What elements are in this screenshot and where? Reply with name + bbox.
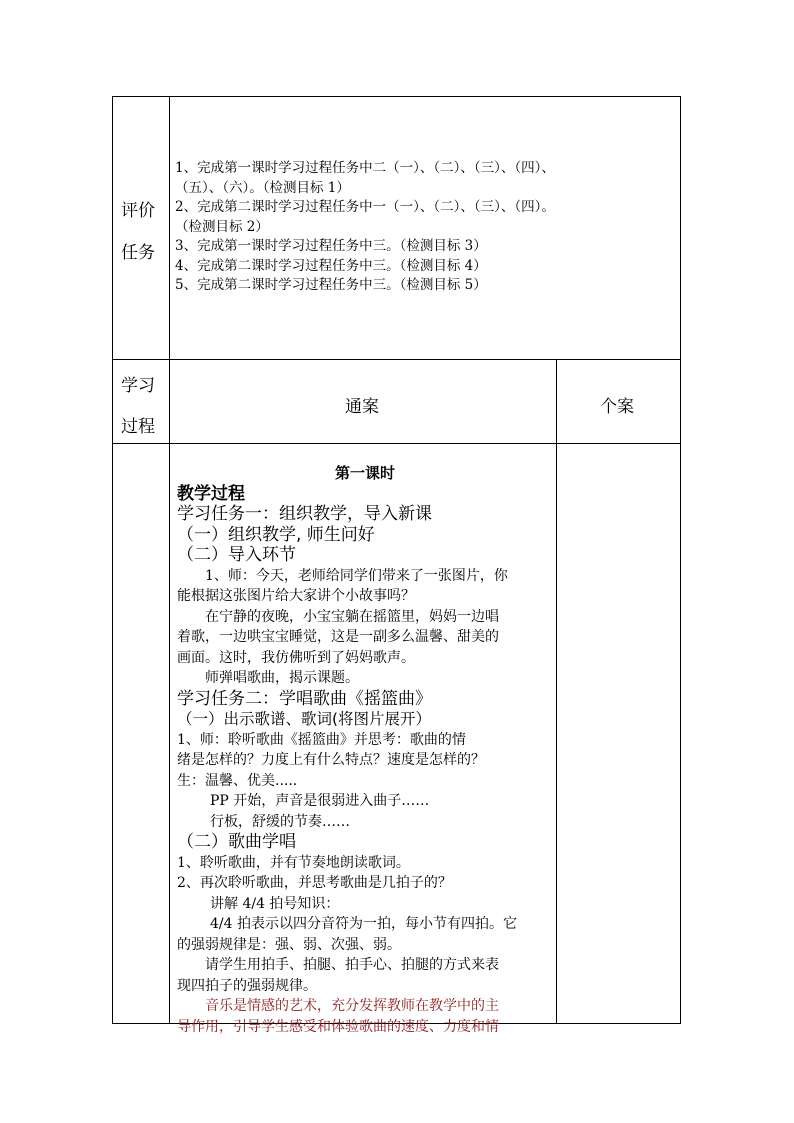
task2-step-a: （一）出示歌谱、歌词(将图片展开） — [177, 710, 432, 728]
paragraph-line: 4/4 拍表示以四分音符为一拍，每小节有四拍。它 — [210, 916, 517, 932]
highlight-line: 导作用，引导学生感受和体验歌曲的速度、力度和情 — [177, 1018, 499, 1035]
paragraph-line: 行板，舒缓的节奏…… — [210, 813, 350, 830]
label-column-divider — [169, 96, 170, 1024]
eval-line: （五）、（六）。（检测目标 1） — [175, 179, 350, 196]
paragraph-line: 现四拍子的强弱规律。 — [177, 977, 317, 994]
highlight-line: 音乐是情感的艺术，充分发挥教师在教学中的主 — [205, 998, 499, 1014]
paragraph-line: 讲解 4/4 拍号知识： — [210, 895, 340, 912]
paragraph-line: 1、师：今天，老师给同学们带来了一张图片，你 — [205, 567, 508, 584]
paragraph-line: PP 开始，声音是很弱进入曲子…… — [210, 793, 430, 809]
eval-line: 5、完成第二课时学习过程任务中三。（检测目标 5） — [175, 277, 487, 293]
paragraph-line: 生：温馨、优美..... — [177, 772, 298, 789]
lesson-content — [177, 463, 553, 1037]
eval-label-line1: 评价 — [121, 201, 155, 221]
eval-line: 3、完成第一课时学习过程任务中三。（检测目标 3） — [175, 238, 487, 254]
paragraph-line: 绪是怎样的？力度上有什么特点？速度是怎样的？ — [177, 752, 485, 768]
process-label-line2: 过程 — [121, 417, 155, 437]
table-left-border — [112, 96, 113, 1024]
lesson-title: 第一课时 — [334, 464, 395, 482]
paragraph-line: 师弹唱歌曲，揭示课题。 — [205, 670, 359, 686]
paragraph-line: 着歌，一边哄宝宝睡觉，这是一副多么温馨、甜美的 — [177, 629, 499, 645]
lesson-heading: 教学过程 — [177, 483, 245, 504]
paragraph-line: 能根据这张图片给大家讲个小故事吗？ — [177, 588, 415, 604]
task2-heading: 学习任务二：学唱歌曲《摇篮曲》 — [177, 688, 432, 709]
row-divider-1 — [112, 359, 681, 360]
paragraph-line: 在宁静的夜晚，小宝宝躺在摇篮里，妈妈一边唱 — [205, 608, 499, 625]
process-label-line1: 学习 — [121, 376, 155, 396]
task1-heading: 学习任务一：组织教学，导入新课 — [177, 504, 432, 524]
content-column-divider — [556, 359, 557, 1024]
table-top-border — [112, 96, 681, 97]
row-divider-2 — [112, 443, 681, 444]
paragraph-line: 1、师：聆听歌曲《摇篮曲》并思考：歌曲的情 — [177, 731, 466, 748]
paragraph-line: 的强弱规律是：强、弱、次强、弱。 — [177, 936, 401, 953]
table-right-border — [680, 96, 681, 1024]
paragraph-line: 请学生用拍手、拍腿、拍手心、拍腿的方式来表 — [205, 957, 499, 973]
task1-step-a: （一）组织教学, 师生问好 — [177, 524, 375, 545]
paragraph-line: 2、再次聆听歌曲，并思考歌曲是几拍子的？ — [177, 875, 452, 891]
eval-line: 2、完成第二课时学习过程任务中一（一）、（二）、（三）、（四）。 — [175, 199, 555, 215]
task1-step-b: （二）导入环节 — [177, 545, 296, 565]
eval-label-line2: 任务 — [121, 243, 155, 263]
eval-task-list — [175, 159, 555, 296]
eval-line: 1、完成第一课时学习过程任务中二（一）、（二）、（三）、（四）、 — [175, 160, 555, 176]
paragraph-line: 画面。这时，我仿佛听到了妈妈歌声。 — [177, 649, 415, 666]
column-header-common: 通案 — [345, 397, 379, 417]
eval-line: 4、完成第二课时学习过程任务中三。（检测目标 4） — [175, 257, 487, 274]
eval-line: （检测目标 2） — [175, 218, 269, 235]
paragraph-line: 1、聆听歌曲，并有节奏地朗读歌词。 — [177, 854, 410, 871]
column-header-individual: 个案 — [600, 397, 634, 417]
task2-step-b: （二）歌曲学唱 — [177, 832, 296, 852]
